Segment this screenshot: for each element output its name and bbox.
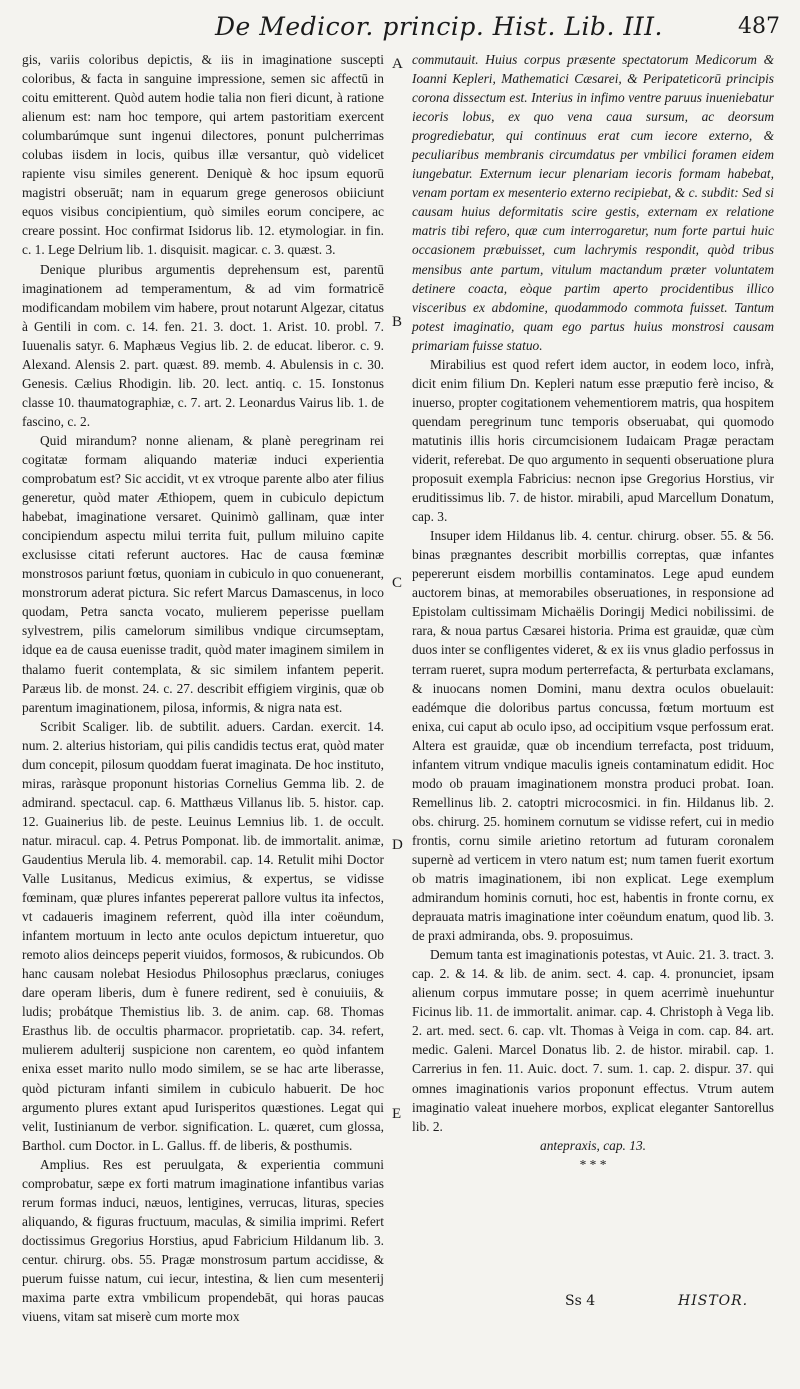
paragraph: Amplius. Res est peruulgata, & experientia communi comprobatur, sæpe ex forti matrum imaginatione infantibus varias rerum formas induci, næuos, lentigines, verrucas, lituras, species aliquando, & figuras fructuum, maculas, & similia imprimi. Refert doctissimus Gregorius Horstius, apud Fabricium Hildanum lib. 3. centur. chirurg. obs. 55. Pragæ monstrosum partum accidisse, & puerum fuisse natum, cui iecur, intestina, & lien cum mesenterij maxima parte extra vmbilicum propendebāt, qui horas paucas viuens, vitam sat miserè cum morte mox [22,1156,384,1325]
page-number: 487 [738,14,780,39]
signature-mark: Ss 4 [565,1293,596,1309]
paragraph: Denique pluribus argumentis deprehensum est, parentū imaginationem ad temperamentum, & ad vim formatricē modificandam mobilem vim habere, prout notarunt Algezar, citatus à Gentili in com. c. 14. fen. 21. 3. doct. 1. Arist. 10. probl. 7. Iuuenalis satyr. 6. Maphæus Vegius lib. 2. de educat. liberor. c. 9. Alexand. Alensis 2. part. quæst. 89. memb. 4. Abulensis in c. 30. Genesis. Cælius Rhodigin. lib. 20. lect. antiq. c. 15. Ionstonus classe 10. thaumatographiæ, c. 7. art. 2. Leonardus Vairus lib. 1. de fascino, c. 2. [22,261,384,429]
margin-letter: E [392,1106,402,1122]
page-footer [0,1293,800,1317]
paragraph: antepraxis, cap. 13. [540,1137,646,1153]
right-column [412,50,774,1174]
paragraph: Mirabilius est quod refert idem auctor, in eodem loco, infrà, dicit enim filium Dn. Kepleri natum esse præputio ferè inciso, & inuerso, propter cogitationem vehementiorem matris, qua hospitem quendam peregrinum tunc temporis obseruabat, qui quomodo matutinis illis horis circumcisionem Iudaicam Pragæ peractam viderit, referebat. De quo argumento in sequenti obseruatione plura proposuit exempla Fabricius: necnon ipse Gregorius Horstius, vir eruditissimus lib. 7. de histor. mirabili, apud Marcellum Donatum, cap. 3. [412,356,774,525]
margin-letter: D [392,837,403,853]
paragraph: * * * [579,1156,607,1172]
catchword: HISTOR. [678,1293,749,1309]
paragraph: Scribit Scaliger. lib. de subtilit. aduers. Cardan. exercit. 14. num. 2. alterius historiam, qui pilis candidis tectus erat, quòd mater dum concepit, pilosum quoddam fuerat imaginata. De hoc instituto, miras, raràsque proponunt historias Cornelius Gemma lib. 2. de admirand. spectacul. cap. 6. Matthæus Villanus lib. 5. histor. cap. 12. Guainerius lib. de peste. Leuinus Lemnius lib. 1. de occult. natur. miracul. cap. 4. Petrus Pomponat. lib. de immortalit. animæ, Gaudentius Merula lib. 4. memorabil. cap. 14. Retulit mihi Doctor Valle Lusitanus, Medicus eximius, & expertus, se vidisse fœminam, quæ plures infantes pepererat pallore vultus ita infectos, vt cadaueris imaginem referrent, quòd illa inter coëundum, infantem mortuum in lecto ante oculos depictum intueretur, quo remoto alios deinceps peperit viuidos, formosos, & rubicundos. Ob hanc causam nolebat Hesiodus Philosophus præclarus, coniuges dare operam liberis, dum è funere redirent, sed è conuiuiis, & ludis; probátque Themistius lib. 3. de anim. cap. 68. Thomas Erasthus lib. de occultis pharmacor. proprietatib. cap. 34. refert, mulierem adulterij suspicione non carentem, eo quòd infantem enixa esset marito nullo modo similem, se se hac arte liberasse, quòd picturam infanti similem in cubiculo habuerit. De hoc argumento plures extant apud Iurisperitos quæstiones. Legat qui velit, Iustinianum de verbor. signification. L. quæret, cum glossa, Barthol. cum Doctor. in L. Gallus. ff. de liberis, & posthumis. [22,718,384,1153]
paragraph: Insuper idem Hildanus lib. 4. centur. chirurg. obser. 55. & 56. binas prægnantes describit morbillis correptas, quæ infantes pepererunt eisdem morbillis contaminatos. Lege apud eundem auctorem binas, at memorabiles obseruationes, in responsione ad Epistolam cultissimam Michaëlis Doringij Medici nobilissimi. de rara, & noua partus Cæsarei historia. Prima est grauidæ, quæ cùm duos inter se confligentes videret, & ex iis vnus gladio perfossus in terram rueret, supra modum perterrefacta, & perturbata exclamans, & inuocans nomen Domini, manu dextra oculos obuelauit: eadémque die doloribus partus concussa, fœtum mortuum est enixa, cui caput ab oculo ipso, ad occipitium vsque perfossum erat. Altera est grauidæ, quæ ob incendium terrefacta, post triduum, infantem vitrum vndique maculis igneis contaminatum edidit. Hoc modo ob prauam imaginationem monstra produci probat. Ioan. Remellinus lib. 2. catoptri microcosmici. in fin. Hildanus lib. 2. obs. chirurg. 25. hominem cornutum se vidisse refert, cui in medio frontis, cornu simile arietino retortum ad futuram coronalem supernè ad verticem in vtero natum est; num tamen fuerit exortum ob matris imaginationem, ibi non explicat. Lege exemplum admirandum hominis cornuti, hoc est, habentis in fronte cornu, ex deprauata matris imaginatione inter coëundum enatum, quod lib. 3. de praxi admiranda, obs. 9. proposuimus. [412,528,774,944]
running-header [0,12,800,48]
left-column [22,50,384,1326]
margin-letter: B [392,314,403,330]
running-title: De Medicor. princip. Hist. Lib. III. [215,12,663,41]
margin-letter: A [392,56,403,72]
paragraph: Demum tanta est imaginationis potestas, vt Auic. 21. 3. tract. 3. cap. 2. & 14. & lib. de anim. sect. 4. cap. 4. pronunciet, ipsam alienum corpus immutare posse; in quem acerrimè inuehuntur Ficinus lib. 11. de immortalit. animar. cap. 4. Christoph à Vega lib. 2. art. med. sect. 6. cap. vlt. Thomas à Veiga in com. cap. 84. art. medic. Galeni. Marcel Donatus lib. 2. de histor. mirabil. cap. 1. Carrerius in fen. 11. Auic. doct. 7. sum. 1. cap. 2. dispur. 37. qui omnes imaginationis varios proponunt effectus. Vtrum autem imaginatio valeat inuehere morbos, explicat eleganter Santorellus lib. 2. [412,947,774,1134]
paragraph: commutauit. Huius corpus præsente spectatorum Medicorum & Ioanni Kepleri, Mathematici Cæsarei, & Peripateticorū principis corona dissectum est. Interius in infimo ventre paruus inueniebatur iecoris lobus, ex quo vena caua sursum, ac deorsum progrediebatur, qui continuus erat cum iecore externo, & peculiaribus membranis circumdatus per vmbilici foramen eidem iungebatur. Externum iecur plenariam iecoris formam habebat, venam portam ex mesenterio externo recipiebat, & c. subdit: Sed si causam huius deformitatis scire gestis, externam ex relatione matris tibi refero, quæ cum interrogaretur, num forte partui huic occasionem præbuisset, cum lachrymis respondit, quòd tribus mensibus ante partum, vitulum mactandum præter voluntatem detinere coacta, eòque partim aperto procidentibus illico visceribus ex abdomine, quodammodo commota fuisset. Tantum potest imaginatio, quam ego partus huius monstrosi causam primariam fuisse statuo. [412,52,774,353]
margin-letter: C [392,575,403,591]
paragraph: Quid mirandum? nonne alienam, & planè peregrinam rei cogitatæ formam aliquando materiæ induci experientia comprobatum est? Sic accidit, vt ex vtroque parente albo ater filius generetur, quòd mater Æthiopem, quem in cubiculo depictum habebat, imaginatione versaret. Quinimò gallinam, quæ inter concipiendum aspectu milui territa fuit, pullum miluino capite exclusisse citati referunt auctores. Hac de causa fœminæ monstrosos pariunt fœtus, quoniam in cubiculo in quo conuenerant, monstrorum aderat pictura. Sic refert Marcus Damascenus, in loco quodam, Petra sancta vocato, mulierem peperisse puellam sylvestrem, pilis camelorum similibus vndique circumseptam, idque ea de causa euenisse tradit, quòd mater imaginem similem in thalamo fuerit contemplata, & sic similem infantem peperit. Paræus lib. de monst. 24. c. 27. describit effigiem virginis, quæ ob parentum imaginationem, pilosa, informis, & nigra nata est. [22,432,384,715]
paragraph: gis, variis coloribus depictis, & iis in imaginatione suscepti coloribus, & facta in sanguine impressione, semen sic affectū in coitu emitterent. Quòd autem hodie talia non fieri dicunt, à ratione alienum est: nam hoc tempore, qui artem pastoritiam exercent columbarúmque sunt ingenui dilectores, ponunt pulcherrimas colubas iisdem in locis, quibus illæ versantur, quò videlicet rapiente visu similes generent. Deniquè & hoc ipsum equorū magistri obseruāt; nam in equarum grege generosos obiiciunt equos visibus concipientium, quò similes eorum concipere, ac creare possint. Hoc confirmat Isidorus lib. 12. etymologiar. in fin. c. 1. Lege Delrium lib. 1. disquisit. magicar. c. 3. quæst. 3. [22,52,384,258]
